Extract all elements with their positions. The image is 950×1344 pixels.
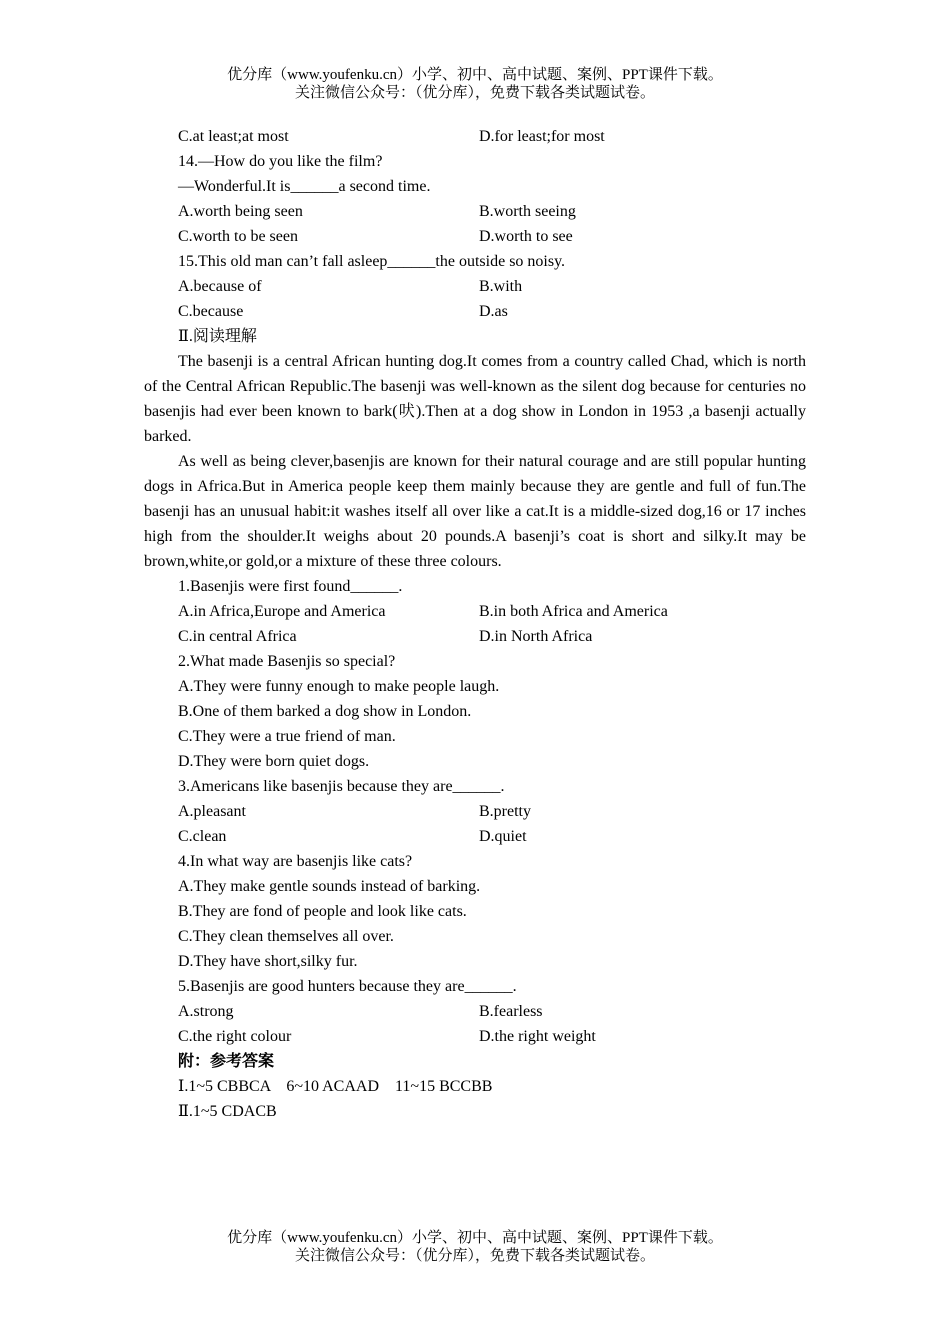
q15-option-b: B.with bbox=[479, 278, 523, 295]
r5-option-c: C.the right colour bbox=[178, 1028, 292, 1045]
q15-option-d: D.as bbox=[479, 303, 508, 320]
q14-stem-reply: —Wonderful.It is______a second time. bbox=[178, 178, 431, 195]
r3-option-c: C.clean bbox=[178, 828, 227, 845]
q15-options-ab bbox=[144, 274, 806, 299]
q14-option-c: C.worth to be seen bbox=[178, 228, 298, 245]
r2-option-b: B.One of them barked a dog show in London. bbox=[178, 703, 472, 720]
q15-stem: 15.This old man can’t fall asleep______the outside so noisy. bbox=[178, 253, 566, 270]
r1-options-ab bbox=[144, 599, 806, 624]
q13-option-c: C.at least;at most bbox=[178, 128, 289, 145]
passage-paragraph-1: The basenji is a central African hunting dog.It comes from a country called Chad, which is north of the Central African Republic.The basenji was well-known as the silent dog because for centuries no basenjis had ever been known to bark(吠).Then at a dog show in London in 1953 ,a basenji actually barked. bbox=[144, 353, 806, 445]
r3-options-ab bbox=[144, 799, 806, 824]
passage-paragraph-2: As well as being clever,basenjis are known for their natural courage and are still popular hunting dogs in Africa.But in America people keep them mainly because they are gentle and full of fun.The basenji has an unusual habit:it washes itself all over like a cat.It is a middle-sized dog,16 or 17 inches high from the shoulder.It weighs about 20 pounds.A basenji’s coat is short and silky.It may be brown,white,or gold,or a mixture of these three colours. bbox=[144, 453, 806, 570]
r2-stem: 2.What made Basenjis so special? bbox=[178, 653, 396, 670]
answer-key-part-1: Ⅰ.1~5 CBBCA 6~10 ACAAD 11~15 BCCBB bbox=[178, 1078, 493, 1095]
r2-option-c: C.They were a true friend of man. bbox=[178, 728, 396, 745]
r1-option-d: D.in North Africa bbox=[479, 628, 593, 645]
q14-option-a: A.worth being seen bbox=[178, 203, 303, 220]
section-title-reading: Ⅱ.阅读理解 bbox=[178, 328, 257, 345]
document-body bbox=[144, 124, 806, 1124]
footer-line-2: 关注微信公众号：（优分库），免费下载各类试题试卷。 bbox=[294, 1248, 655, 1264]
r1-option-c: C.in central Africa bbox=[178, 628, 297, 645]
r1-option-a: A.in Africa,Europe and America bbox=[178, 603, 386, 620]
q14-stem: 14.—How do you like the film? bbox=[178, 153, 383, 170]
r5-option-d: D.the right weight bbox=[479, 1028, 596, 1045]
r5-stem: 5.Basenjis are good hunters because they are______. bbox=[178, 978, 517, 995]
q13-option-d: D.for least;for most bbox=[479, 128, 605, 145]
r5-option-b: B.fearless bbox=[479, 1003, 543, 1020]
r3-stem: 3.Americans like basenjis because they are______. bbox=[178, 778, 505, 795]
r4-stem: 4.In what way are basenjis like cats? bbox=[178, 853, 413, 870]
page-footer bbox=[0, 1229, 950, 1265]
q15-option-a: A.because of bbox=[178, 278, 262, 295]
r5-option-a: A.strong bbox=[178, 1003, 234, 1020]
q14-option-b: B.worth seeing bbox=[479, 203, 576, 220]
answer-key-title: 附：参考答案 bbox=[178, 1053, 275, 1070]
header-line-1: 优分库（www.youfenku.cn）小学、初中、高中试题、案例、PPT课件下载。 bbox=[227, 67, 723, 83]
r4-option-c: C.They clean themselves all over. bbox=[178, 928, 394, 945]
page-header bbox=[0, 66, 950, 102]
r3-option-b: B.pretty bbox=[479, 803, 531, 820]
r3-option-a: A.pleasant bbox=[178, 803, 246, 820]
answer-key-part-2: Ⅱ.1~5 CDACB bbox=[178, 1103, 277, 1120]
q14-options-ab bbox=[144, 199, 806, 224]
r2-option-d: D.They were born quiet dogs. bbox=[178, 753, 370, 770]
r3-options-cd bbox=[144, 824, 806, 849]
q13-options-cd bbox=[144, 124, 806, 149]
r1-option-b: B.in both Africa and America bbox=[479, 603, 668, 620]
r4-option-d: D.They have short,silky fur. bbox=[178, 953, 358, 970]
r3-option-d: D.quiet bbox=[479, 828, 527, 845]
r2-option-a: A.They were funny enough to make people laugh. bbox=[178, 678, 500, 695]
header-line-2: 关注微信公众号：（优分库），免费下载各类试题试卷。 bbox=[294, 85, 655, 101]
r5-options-cd bbox=[144, 1024, 806, 1049]
r4-option-a: A.They make gentle sounds instead of barking. bbox=[178, 878, 481, 895]
r1-stem: 1.Basenjis were first found______. bbox=[178, 578, 403, 595]
r5-options-ab bbox=[144, 999, 806, 1024]
r1-options-cd bbox=[144, 624, 806, 649]
q15-options-cd bbox=[144, 299, 806, 324]
q14-options-cd bbox=[144, 224, 806, 249]
q15-option-c: C.because bbox=[178, 303, 244, 320]
q14-option-d: D.worth to see bbox=[479, 228, 573, 245]
footer-line-1: 优分库（www.youfenku.cn）小学、初中、高中试题、案例、PPT课件下载。 bbox=[227, 1230, 723, 1246]
r4-option-b: B.They are fond of people and look like cats. bbox=[178, 903, 467, 920]
